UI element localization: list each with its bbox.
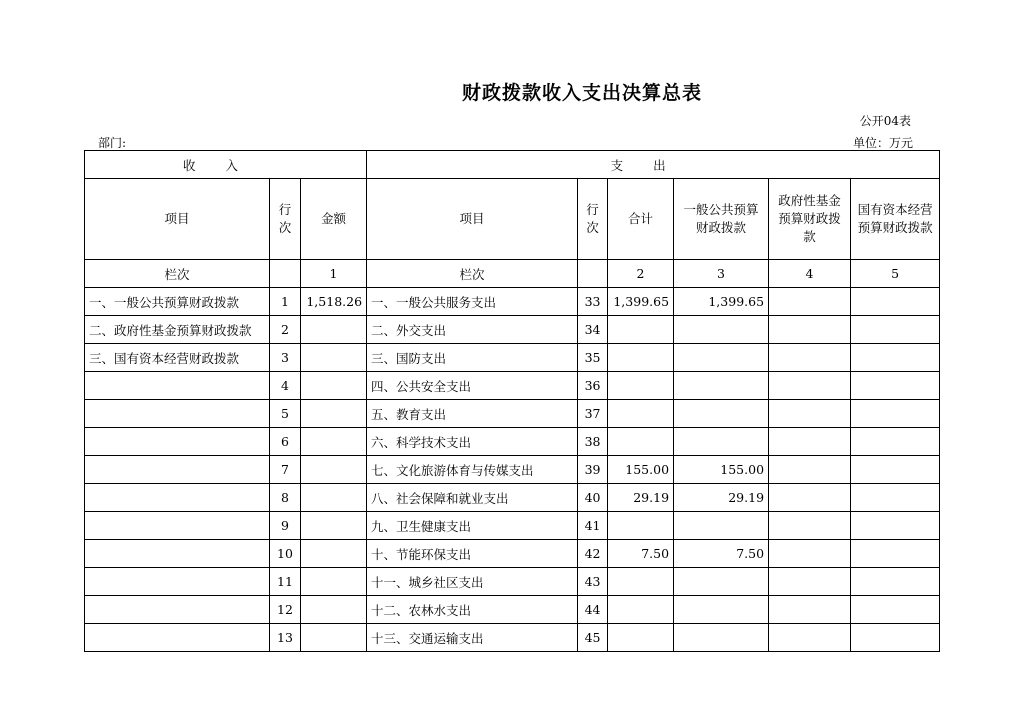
income-amount: [301, 540, 367, 568]
income-row-number: 5: [270, 400, 301, 428]
expense-item: 六、科学技术支出: [367, 428, 578, 456]
income-row-number: 7: [270, 456, 301, 484]
form-number: 公开04表: [859, 114, 911, 128]
income-row-number: 8: [270, 484, 301, 512]
column-number-row: [85, 260, 940, 288]
expense-row-number: 45: [578, 624, 608, 652]
income-amount: [301, 596, 367, 624]
income-item: [85, 428, 270, 456]
table-row: [85, 568, 940, 596]
expense-total: [608, 624, 674, 652]
expense-item: 十三、交通运输支出: [367, 624, 578, 652]
expense-gov-fund: [769, 428, 851, 456]
unit-label: 单位：万元: [852, 136, 913, 150]
income-item: [85, 484, 270, 512]
expense-gov-fund: [769, 400, 851, 428]
col-label-right: 栏次: [367, 260, 578, 288]
income-header: 收入: [85, 151, 367, 179]
income-item: [85, 456, 270, 484]
expense-general-budget: 1,399.65: [674, 288, 769, 316]
income-amount: [301, 316, 367, 344]
col-empty-2: [578, 260, 608, 288]
expense-header: 支出: [367, 151, 940, 179]
income-amount: [301, 400, 367, 428]
expense-general-budget: [674, 316, 769, 344]
income-row-number: 1: [270, 288, 301, 316]
income-item: [85, 372, 270, 400]
expense-state-capital: [851, 372, 940, 400]
expense-item: 十一、城乡社区支出: [367, 568, 578, 596]
expense-item-header: 项目: [367, 179, 578, 260]
expense-gov-fund: [769, 596, 851, 624]
expense-total: [608, 596, 674, 624]
expense-general-budget: [674, 344, 769, 372]
income-amount-header: 金额: [301, 179, 367, 260]
column-header-row: [85, 179, 940, 260]
expense-row-number: 42: [578, 540, 608, 568]
col-number-4: 4: [769, 260, 851, 288]
expense-total: [608, 344, 674, 372]
expense-total: [608, 316, 674, 344]
income-row-number: 6: [270, 428, 301, 456]
expense-gov-fund: [769, 288, 851, 316]
table-row: [85, 344, 940, 372]
expense-general-budget: 155.00: [674, 456, 769, 484]
income-item: [85, 512, 270, 540]
table-row: [85, 428, 940, 456]
gov-fund-header: 政府性基金预算财政拨款: [769, 179, 851, 260]
expense-state-capital: [851, 344, 940, 372]
expense-state-capital: [851, 540, 940, 568]
income-item: [85, 596, 270, 624]
col-number-3: 3: [674, 260, 769, 288]
expense-total: [608, 428, 674, 456]
expense-total: 155.00: [608, 456, 674, 484]
income-item: [85, 568, 270, 596]
expense-general-budget: [674, 372, 769, 400]
income-amount: [301, 568, 367, 596]
expense-general-budget: [674, 400, 769, 428]
table-row: [85, 624, 940, 652]
expense-total: 29.19: [608, 484, 674, 512]
expense-row-number: 37: [578, 400, 608, 428]
section-header-row: [85, 151, 940, 179]
income-amount: [301, 624, 367, 652]
income-row-number: 3: [270, 344, 301, 372]
expense-total: [608, 512, 674, 540]
expense-item: 十、节能环保支出: [367, 540, 578, 568]
expense-item: 四、公共安全支出: [367, 372, 578, 400]
expense-row-number: 39: [578, 456, 608, 484]
expense-state-capital: [851, 456, 940, 484]
table-row: [85, 400, 940, 428]
expense-gov-fund: [769, 456, 851, 484]
expense-item: 三、国防支出: [367, 344, 578, 372]
expense-total: 7.50: [608, 540, 674, 568]
income-item: [85, 540, 270, 568]
expense-total: 1,399.65: [608, 288, 674, 316]
income-amount: [301, 456, 367, 484]
expense-general-budget: [674, 624, 769, 652]
expense-gov-fund: [769, 624, 851, 652]
income-row-number: 10: [270, 540, 301, 568]
expense-general-budget: [674, 512, 769, 540]
expense-state-capital: [851, 484, 940, 512]
expense-row-number: 36: [578, 372, 608, 400]
expense-general-budget: [674, 568, 769, 596]
expense-gov-fund: [769, 344, 851, 372]
income-amount: [301, 484, 367, 512]
expense-row-number: 38: [578, 428, 608, 456]
expense-general-budget: [674, 428, 769, 456]
expense-gov-fund: [769, 512, 851, 540]
table-row: [85, 540, 940, 568]
table-row: [85, 456, 940, 484]
expense-row-number: 41: [578, 512, 608, 540]
expense-row-number: 35: [578, 344, 608, 372]
expense-item: 一、一般公共服务支出: [367, 288, 578, 316]
expense-general-budget: 7.50: [674, 540, 769, 568]
income-item: 一、一般公共预算财政拨款: [85, 288, 270, 316]
income-item: [85, 400, 270, 428]
table-row: [85, 484, 940, 512]
expense-gov-fund: [769, 484, 851, 512]
col-number-5: 5: [851, 260, 940, 288]
income-amount: 1,518.26: [301, 288, 367, 316]
expense-state-capital: [851, 512, 940, 540]
department-label: 部门:: [98, 136, 127, 150]
income-row-number: 13: [270, 624, 301, 652]
col-number-1: 1: [301, 260, 367, 288]
expense-item: 十二、农林水支出: [367, 596, 578, 624]
expense-total: [608, 568, 674, 596]
income-amount: [301, 344, 367, 372]
expense-state-capital: [851, 428, 940, 456]
income-amount: [301, 428, 367, 456]
expense-row-number: 40: [578, 484, 608, 512]
state-capital-header: 国有资本经营预算财政拨款: [851, 179, 940, 260]
income-row-number: 4: [270, 372, 301, 400]
expense-row-number: 44: [578, 596, 608, 624]
income-item: [85, 624, 270, 652]
table-row: [85, 372, 940, 400]
appropriation-table: [84, 150, 940, 652]
expense-gov-fund: [769, 540, 851, 568]
income-rowno-header: 行次: [270, 179, 301, 260]
income-row-number: 11: [270, 568, 301, 596]
expense-item: 五、教育支出: [367, 400, 578, 428]
income-row-number: 12: [270, 596, 301, 624]
expense-state-capital: [851, 624, 940, 652]
expense-item: 八、社会保障和就业支出: [367, 484, 578, 512]
col-label-left: 栏次: [85, 260, 270, 288]
income-amount: [301, 372, 367, 400]
col-empty-1: [270, 260, 301, 288]
income-item: 三、国有资本经营财政拨款: [85, 344, 270, 372]
expense-rowno-header: 行次: [578, 179, 608, 260]
table-row: [85, 316, 940, 344]
expense-row-number: 43: [578, 568, 608, 596]
expense-general-budget: [674, 596, 769, 624]
expense-row-number: 34: [578, 316, 608, 344]
table-row: [85, 512, 940, 540]
income-amount: [301, 512, 367, 540]
expense-state-capital: [851, 400, 940, 428]
expense-item: 二、外交支出: [367, 316, 578, 344]
general-budget-header: 一般公共预算财政拨款: [674, 179, 769, 260]
table-row: [85, 288, 940, 316]
expense-item: 七、文化旅游体育与传媒支出: [367, 456, 578, 484]
expense-gov-fund: [769, 568, 851, 596]
income-item: 二、政府性基金预算财政拨款: [85, 316, 270, 344]
income-row-number: 2: [270, 316, 301, 344]
expense-total: [608, 372, 674, 400]
expense-state-capital: [851, 288, 940, 316]
expense-item: 九、卫生健康支出: [367, 512, 578, 540]
table-row: [85, 596, 940, 624]
expense-state-capital: [851, 316, 940, 344]
total-header: 合计: [608, 179, 674, 260]
expense-general-budget: 29.19: [674, 484, 769, 512]
expense-state-capital: [851, 596, 940, 624]
expense-state-capital: [851, 568, 940, 596]
income-row-number: 9: [270, 512, 301, 540]
expense-row-number: 33: [578, 288, 608, 316]
page-title: 财政拨款收入支出决算总表: [461, 82, 702, 104]
expense-total: [608, 400, 674, 428]
expense-gov-fund: [769, 316, 851, 344]
expense-gov-fund: [769, 372, 851, 400]
col-number-2: 2: [608, 260, 674, 288]
income-item-header: 项目: [85, 179, 270, 260]
